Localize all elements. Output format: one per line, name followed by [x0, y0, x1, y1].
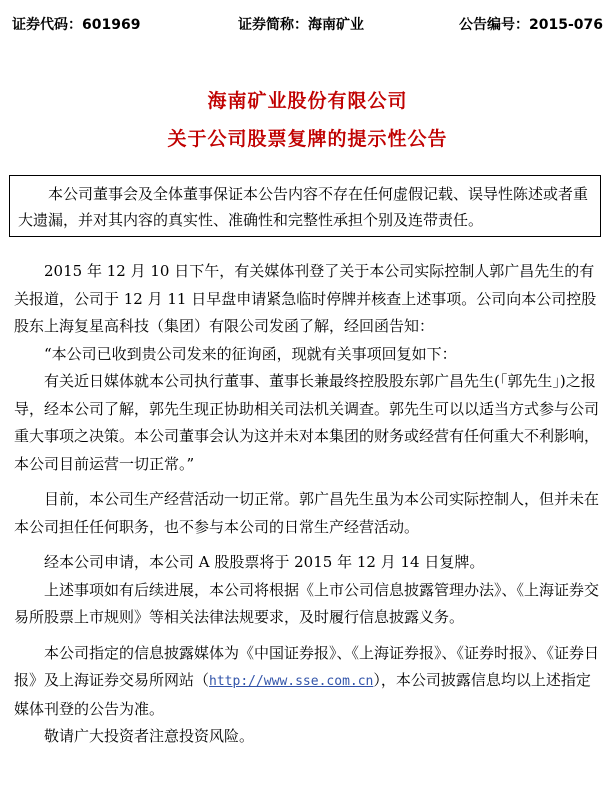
announcement-number: 公告编号：2015-076 [459, 17, 603, 33]
paragraph-4: 目前，本公司生产经营活动一切正常。郭广昌先生虽为本公司实际控制人，但并未在本公司担任任何职务，也不参与本公司的日常生产经营活动。 [14, 490, 600, 536]
paragraph-6: 上述事项如有后续进展，本公司将根据《上市公司信息披露管理办法》、《上海证券交易所股票上市规则》等相关法律法规要求，及时履行信息披露义务。 [14, 580, 600, 626]
stock-code: 证券代码：601969 [12, 17, 141, 33]
paragraph-7-text-after: ），本公司披露信息均以上述指定媒体刊登的公告为准。 [14, 671, 591, 718]
document-header [12, 14, 603, 34]
notice-text: 本公司董事会及全体董事保证本公告内容不存在任何虚假记载、误导性陈述或者重大遗漏，并对其内容的真实性、准确性和完整性承担个别及连带责任。 [18, 185, 589, 229]
paragraph-1: 2015 年 12 月 10 日下午，有关媒体刊登了关于本公司实际控制人郭广昌先生的有关报道，公司于 12 月 11 日早盘申请紧急临时停牌并核查上述事项。公司向本公司控股股东上海复星高科技（集团）有限公司发函了解，经回函告知： [14, 262, 597, 335]
paragraph-7-text-before: 本公司指定的信息披露媒体为《中国证券报》、《上海证券报》、《证券时报》、《证券日报》及上海证券交易所网站（ [14, 643, 600, 689]
sse-website-link[interactable]: http://www.sse.com.cn [209, 674, 374, 689]
paragraph-8: 敬请广大投资者注意投资风险。 [44, 727, 255, 745]
announcement-title: 关于公司股票复牌的提示性公告 [167, 128, 448, 150]
company-title: 海南矿业股份有限公司 [207, 90, 408, 112]
paragraph-7 [14, 640, 604, 724]
paragraph-5: 经本公司申请，本公司 A 股股票将于 2015 年 12 月 14 日复牌。 [44, 553, 485, 571]
board-guarantee-notice [9, 175, 601, 237]
stock-name: 证券简称：海南矿业 [238, 17, 364, 33]
paragraph-3: 有关近日媒体就本公司执行董事、董事长兼最终控股股东郭广昌先生(「郭先生」)之报导，经本公司了解，郭先生现正协助相关司法机关调查。郭先生可以以适当方式参与公司重大事项之决策。本公司董事会认为这并未对本集团的财务或经营有任何重大不利影响，本公司目前运营一切正常。” [14, 372, 600, 473]
announcement-body [14, 258, 604, 751]
paragraph-2: “本公司已收到贵公司发来的征询函，现就有关事项回复如下： [44, 344, 457, 363]
